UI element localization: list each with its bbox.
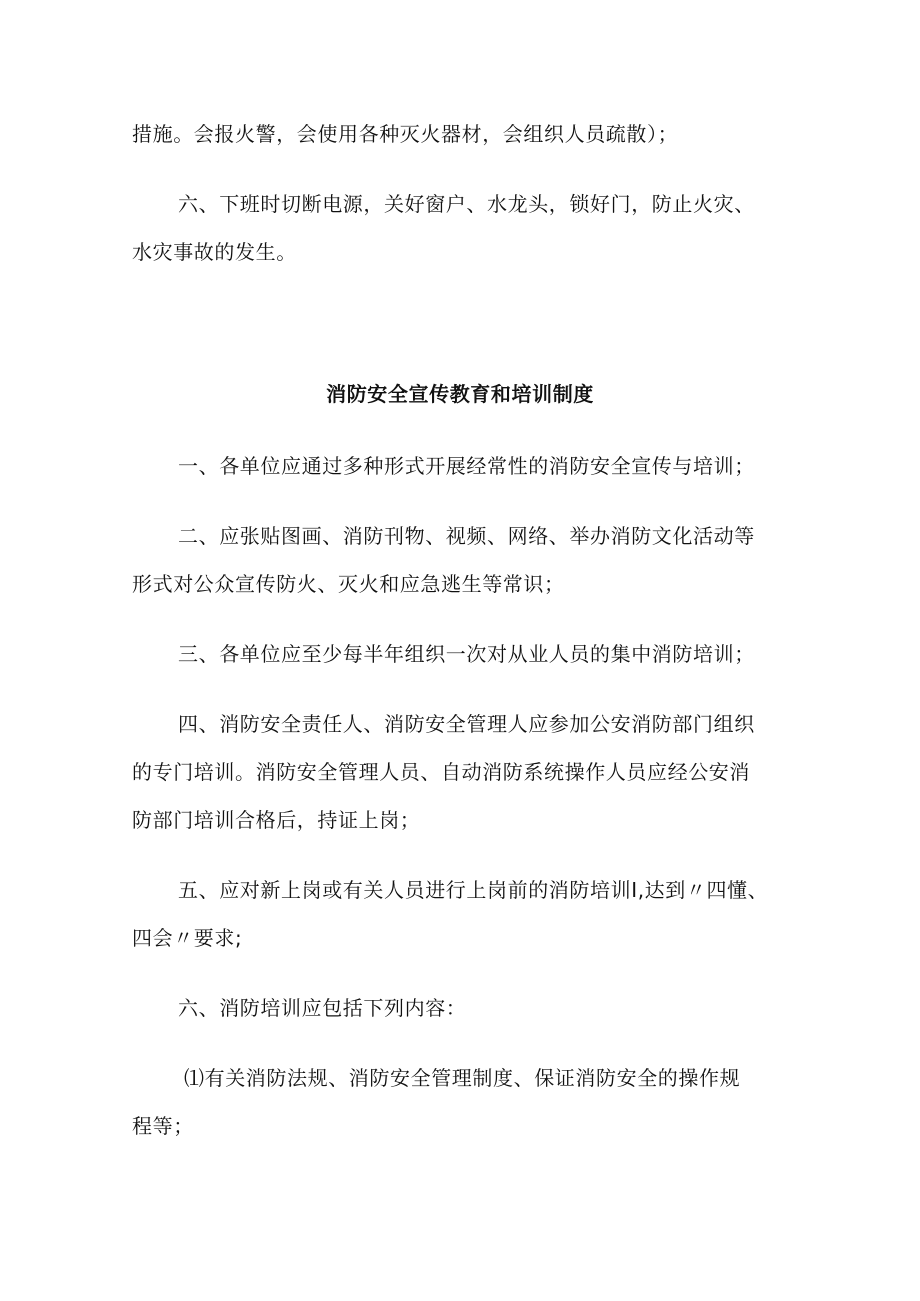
paragraph-line: 的专门培训。消防安全管理人员、自动消防系统操作人员应经公安消 xyxy=(132,760,750,784)
paragraph-line: 三、各单位应至少每半年组织一次对从业人员的集中消防培训； xyxy=(178,642,755,666)
paragraph-line: ⑴有关消防法规、消防安全管理制度、保证消防安全的操作规 xyxy=(184,1066,741,1090)
paragraph-line: 一、各单位应通过多种形式开展经常性的消防安全宣传与培训； xyxy=(178,454,755,478)
paragraph-line: 四会〃要求; xyxy=(132,926,243,950)
paragraph-line: 五、应对新上岗或有关人员进行上岗前的消防培训Ⅰ,达到〃四懂、 xyxy=(178,878,769,902)
paragraph-line: 六、消防培训应包括下列内容： xyxy=(178,996,467,1020)
paragraph-line: 四、消防安全责任人、消防安全管理人应参加公安消防部门组织 xyxy=(178,712,755,736)
paragraph-line: 六、下班时切断电源，关好窗户、水龙头，锁好门，防止火灾、 xyxy=(178,192,755,216)
paragraph-line: 水灾事故的发生。 xyxy=(132,240,297,264)
paragraph-line: 防部门培训合格后，持证上岗； xyxy=(132,808,421,832)
paragraph-line: 措施。会报火警，会使用各种灭火器材，会组织人员疏散）； xyxy=(132,122,679,146)
paragraph-line: 形式对公众宣传防火、灭火和应急逃生等常识； xyxy=(132,572,565,596)
section-title: 消防安全宣传教育和培训制度 xyxy=(326,382,594,406)
paragraph-line: 程等； xyxy=(132,1114,194,1138)
paragraph-line: 二、应张贴图画、消防刊物、视频、网络、举办消防文化活动等 xyxy=(178,524,755,548)
